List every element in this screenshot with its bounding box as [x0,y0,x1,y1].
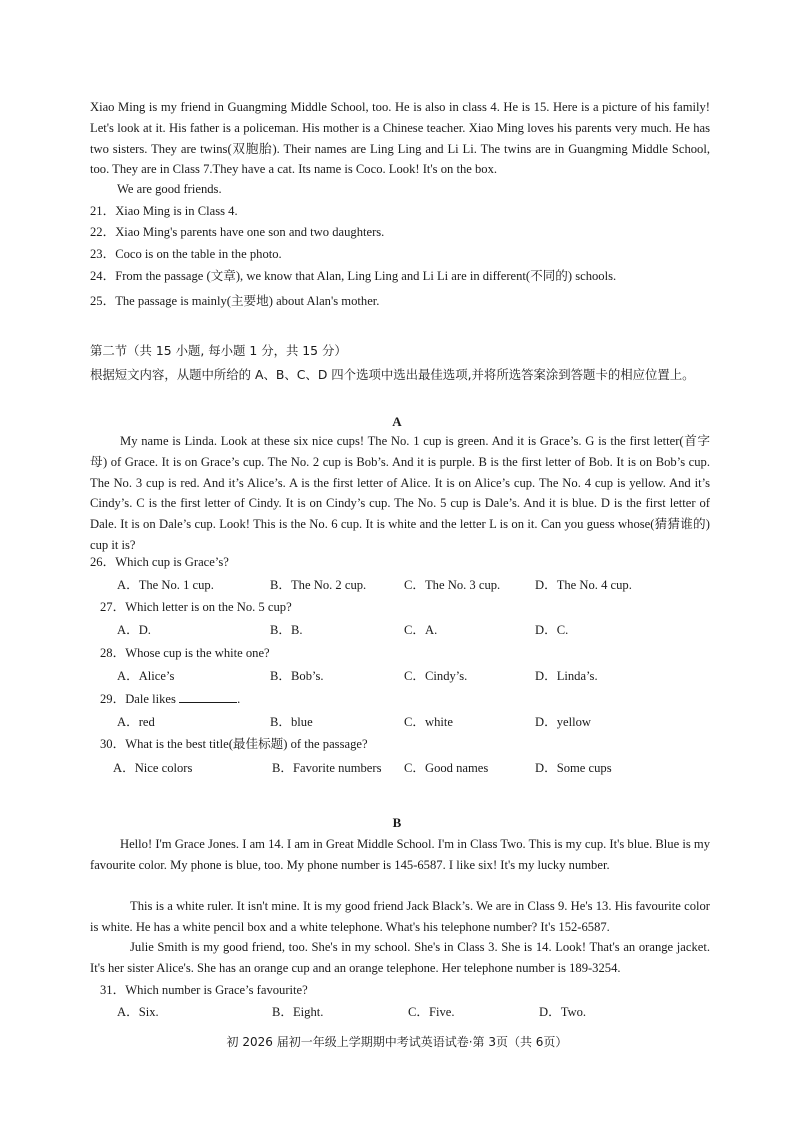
q27-option-c[interactable]: C．A. [404,623,438,637]
section-title: 第二节（共 15 小题, 每小题 1 分，共 15 分） [90,343,347,358]
q31-option-a[interactable]: A．Six. [117,1005,159,1019]
q28-option-a[interactable]: A．Alice’s [117,669,175,683]
passage-a-heading: A [392,414,402,429]
q30-option-c[interactable]: C．Good names [404,761,489,775]
question-26: 26．Which cup is Grace’s? [90,555,229,569]
passage-b-paragraph-2: This is a white ruler. It isn't mine. It is my good friend Jack Black’s. We are in Class 9. He's 13. His favourite color is white. He has a white pencil box and a white telephone. What's his telephone number? It's 152-6587. [90,899,710,934]
q26-option-b[interactable]: B．The No. 2 cup. [270,578,367,592]
q31-option-b[interactable]: B．Eight. [272,1005,324,1019]
passage-a-text: My name is Linda. Look at these six nice cups! The No. 1 cup is green. And it is Grace’s. G is the first letter(首字母) of Grace. It is on Grace’s cup. The No. 2 cup is Bob’s. And it is purple. B is the first letter of Bob. It is on Bob’s cup. The No. 3 cup is red. And it’s Alice’s. A is the first letter of Alice. It is on Alice’s cup. The No. 4 cup is yellow. And it’s Cindy’s. C is the first letter of Cindy. It is on Cindy’s cup. The No. 5 cup is Dale’s. And it is blue. D is the first letter of Dale. It is on Dale’s cup. Look! This is the No. 6 cup. It is white and the letter L is on it. Can you guess whose(猜猜谁的) cup it is? [90,434,710,552]
statement-22: 22．Xiao Ming's parents have one son and two daughters. [90,225,385,239]
passage-b-paragraph-1: Hello! I'm Grace Jones. I am 14. I am in Great Middle School. I'm in Class Two. This is my cup. It's blue. Blue is my favourite color. My phone is blue, too. My phone number is 145-6587. I like six! It's my lucky number. [90,837,710,872]
passage-b-heading: B [392,815,402,830]
q29-option-c[interactable]: C．white [404,715,453,729]
q28-option-b[interactable]: B．Bob’s. [270,669,324,683]
q29-option-b[interactable]: B．blue [270,715,313,729]
intro-passage: Xiao Ming is my friend in Guangming Middle School, too. He is also in class 4. He is 15. Here is a picture of his family! Let's look at it. His father is a policeman. His mother is a Chinese teacher. Xiao Ming loves his parents very much. He has two sisters. They are twins(双胞胎). Their names are Ling Ling and Li Li. The twins are in Guangming Middle School, too. They are in Class 7.They have a cat. Its name is Coco. Look! It's on the box. [90,100,710,177]
q26-option-d[interactable]: D．The No. 4 cup. [535,578,632,592]
intro-closing: We are good friends. [117,182,222,196]
page-footer: 初 2026 届初一年级上学期期中考试英语试卷·第 3页（共 6页） [226,1035,568,1049]
q26-option-c[interactable]: C．The No. 3 cup. [404,578,501,592]
answer-blank [179,690,237,703]
statement-25: 25．The passage is mainly(主要地) about Alan's mother. [90,294,380,308]
question-31: 31．Which number is Grace’s favourite? [100,983,308,997]
q27-option-b[interactable]: B．B. [270,623,303,637]
question-30: 30．What is the best title(最佳标题) of the passage? [100,737,368,751]
q30-option-d[interactable]: D．Some cups [535,761,612,775]
question-28: 28．Whose cup is the white one? [100,646,270,660]
q27-option-d[interactable]: D．C. [535,623,569,637]
q31-option-d[interactable]: D．Two. [539,1005,587,1019]
statement-24: 24．From the passage (文章), we know that Alan, Ling Ling and Li Li are in different(不同的) schools. [90,269,617,283]
question-27: 27．Which letter is on the No. 5 cup? [100,600,292,614]
q30-option-b[interactable]: B．Favorite numbers [272,761,382,775]
statement-23: 23．Coco is on the table in the photo. [90,247,282,261]
q30-option-a[interactable]: A．Nice colors [113,761,193,775]
q28-option-c[interactable]: C．Cindy’s. [404,669,468,683]
passage-b-paragraph-3: Julie Smith is my good friend, too. She's in my school. She's in Class 3. She is 14. Look! That's an orange jacket. It's her sister Alice's. She has an orange cup and an orange telephone. Her telephone number is 189-3254. [90,940,710,975]
q29-option-d[interactable]: D．yellow [535,715,591,729]
question-29: 29．Dale likes . [100,692,241,706]
q26-option-a[interactable]: A．The No. 1 cup. [117,578,214,592]
q31-option-c[interactable]: C．Five. [408,1005,455,1019]
section-instructions: 根据短文内容，从题中所给的 A、B、C、D 四个选项中选出最佳选项,并将所选答案涂到答题卡的相应位置上。 [90,367,695,382]
q28-option-d[interactable]: D．Linda’s. [535,669,598,683]
q27-option-a[interactable]: A．D. [117,623,151,637]
q29-option-a[interactable]: A．red [117,715,155,729]
statement-21: 21．Xiao Ming is in Class 4. [90,204,238,218]
